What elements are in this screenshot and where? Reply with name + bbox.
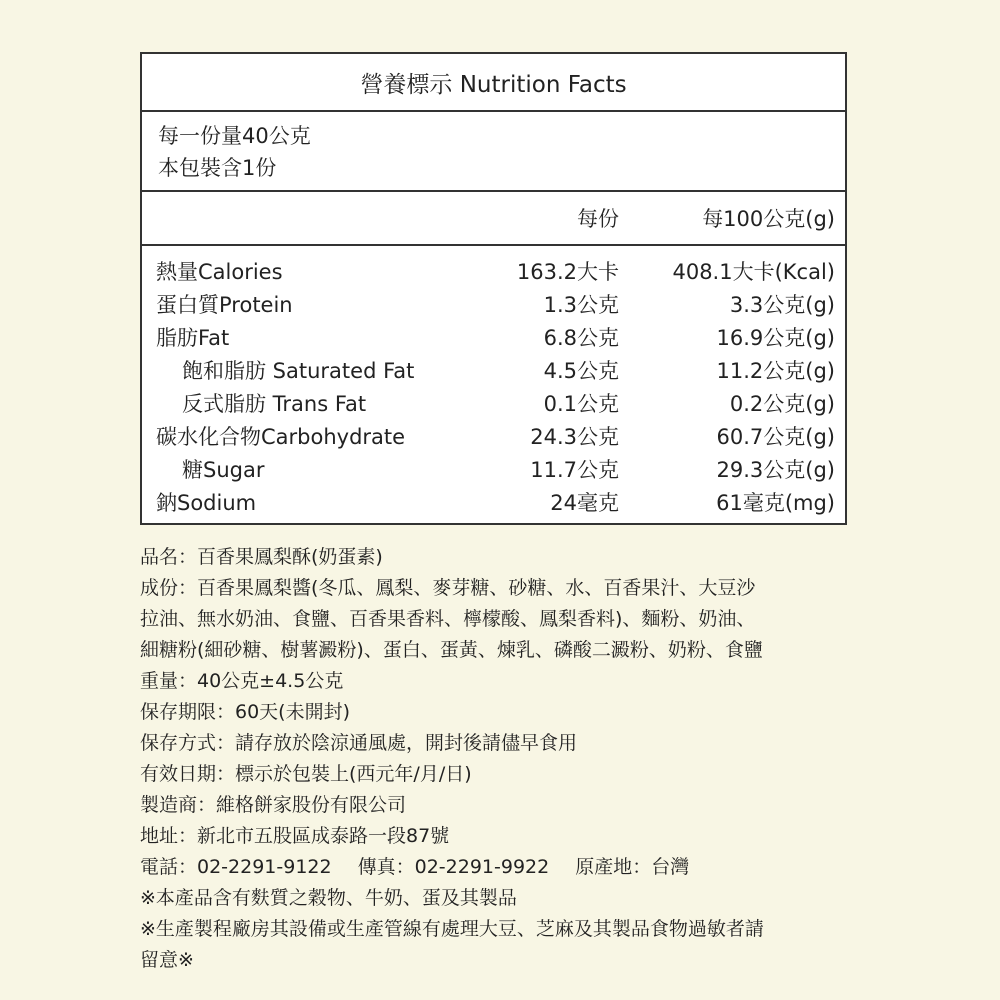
allergen-notice-1: ※本產品含有麩質之穀物、牛奶、蛋及其製品 (140, 887, 517, 909)
nutrient-rows (142, 246, 845, 518)
nutrient-per-100g: 0.2公克(g) (729, 391, 835, 416)
nutrition-title: 營養標示 Nutrition Facts (142, 54, 845, 112)
product-info (140, 542, 860, 976)
nutrient-per-serving: 0.1公克 (543, 391, 619, 416)
nutrient-label: 飽和脂肪 Saturated Fat (182, 358, 415, 383)
nutrient-label: 鈉Sodium (156, 490, 257, 515)
nutrition-facts-table (140, 52, 847, 525)
nutrient-row-calories (142, 254, 845, 287)
nutrient-label: 熱量Calories (156, 259, 283, 284)
storage-method: 保存方式：請存放於陰涼通風處，開封後請儘早食用 (140, 732, 578, 754)
ingredients-line-2: 拉油、無水奶油、食鹽、百香果香料、檸檬酸、鳳梨香料)、麵粉、奶油、 (140, 608, 756, 630)
nutrient-per-100g: 408.1大卡(Kcal) (672, 259, 835, 284)
nutrient-per-serving: 163.2大卡 (516, 259, 619, 284)
serving-info (142, 112, 845, 192)
nutrient-label: 碳水化合物Carbohydrate (156, 424, 406, 449)
nutrient-per-serving: 6.8公克 (543, 325, 619, 350)
nutrient-per-100g: 61毫克(mg) (716, 490, 835, 515)
nutrient-per-100g: 3.3公克(g) (729, 292, 835, 317)
serving-size: 每一份量40公克 (158, 124, 311, 148)
nutrient-per-serving: 4.5公克 (543, 358, 619, 383)
product-name: 品名：百香果鳳梨酥(奶蛋素) (140, 546, 383, 568)
nutrient-per-serving: 1.3公克 (543, 292, 619, 317)
nutrient-per-serving: 24毫克 (550, 490, 619, 515)
nutrient-row-fat (142, 320, 845, 353)
expiry-date: 有效日期：標示於包裝上(西元年/月/日) (140, 763, 472, 785)
net-weight: 重量：40公克±4.5公克 (140, 670, 344, 692)
header-per-serving: 每份 (577, 207, 619, 231)
nutrient-row-protein (142, 287, 845, 320)
allergen-notice-2-end: 留意※ (140, 949, 194, 971)
nutrient-row-sugar (142, 452, 845, 485)
shelf-life: 保存期限：60天(未開封) (140, 701, 351, 723)
header-per-100g: 每100公克(g) (702, 207, 835, 231)
nutrient-per-100g: 16.9公克(g) (716, 325, 835, 350)
address: 地址：新北市五股區成泰路一段87號 (140, 825, 450, 847)
contact-line (140, 852, 860, 883)
phone: 電話：02-2291-9122 (140, 856, 332, 878)
servings-per-package: 本包裝含1份 (158, 156, 277, 180)
column-header-row (142, 192, 845, 246)
nutrient-label: 蛋白質Protein (156, 292, 293, 317)
fax: 傳真：02-2291-9922 (357, 856, 550, 878)
nutrient-row-carbohydrate (142, 419, 845, 452)
nutrient-row-saturated-fat (142, 353, 845, 386)
nutrient-per-100g: 11.2公克(g) (716, 358, 835, 383)
allergen-notice-2: ※生產製程廠房其設備或生產管線有處理大豆、芝麻及其製品食物過敏者請 (140, 918, 764, 940)
nutrient-per-100g: 60.7公克(g) (716, 424, 835, 449)
nutrient-label: 脂肪Fat (156, 325, 230, 350)
nutrient-label: 糖Sugar (182, 457, 265, 482)
ingredients-line-1: 成份：百香果鳳梨醬(冬瓜、鳳梨、麥芽糖、砂糖、水、百香果汁、大豆沙 (140, 577, 756, 599)
nutrient-label: 反式脂肪 Trans Fat (182, 391, 367, 416)
nutrient-per-100g: 29.3公克(g) (716, 457, 835, 482)
manufacturer: 製造商：維格餅家股份有限公司 (140, 794, 407, 816)
nutrient-per-serving: 11.7公克 (530, 457, 619, 482)
nutrient-per-serving: 24.3公克 (530, 424, 619, 449)
ingredients-line-3: 細糖粉(細砂糖、樹薯澱粉)、蛋白、蛋黃、煉乳、磷酸二澱粉、奶粉、食鹽 (140, 639, 763, 661)
nutrient-row-trans-fat (142, 386, 845, 419)
origin: 原產地：台灣 (575, 856, 690, 878)
nutrient-row-sodium (142, 485, 845, 518)
